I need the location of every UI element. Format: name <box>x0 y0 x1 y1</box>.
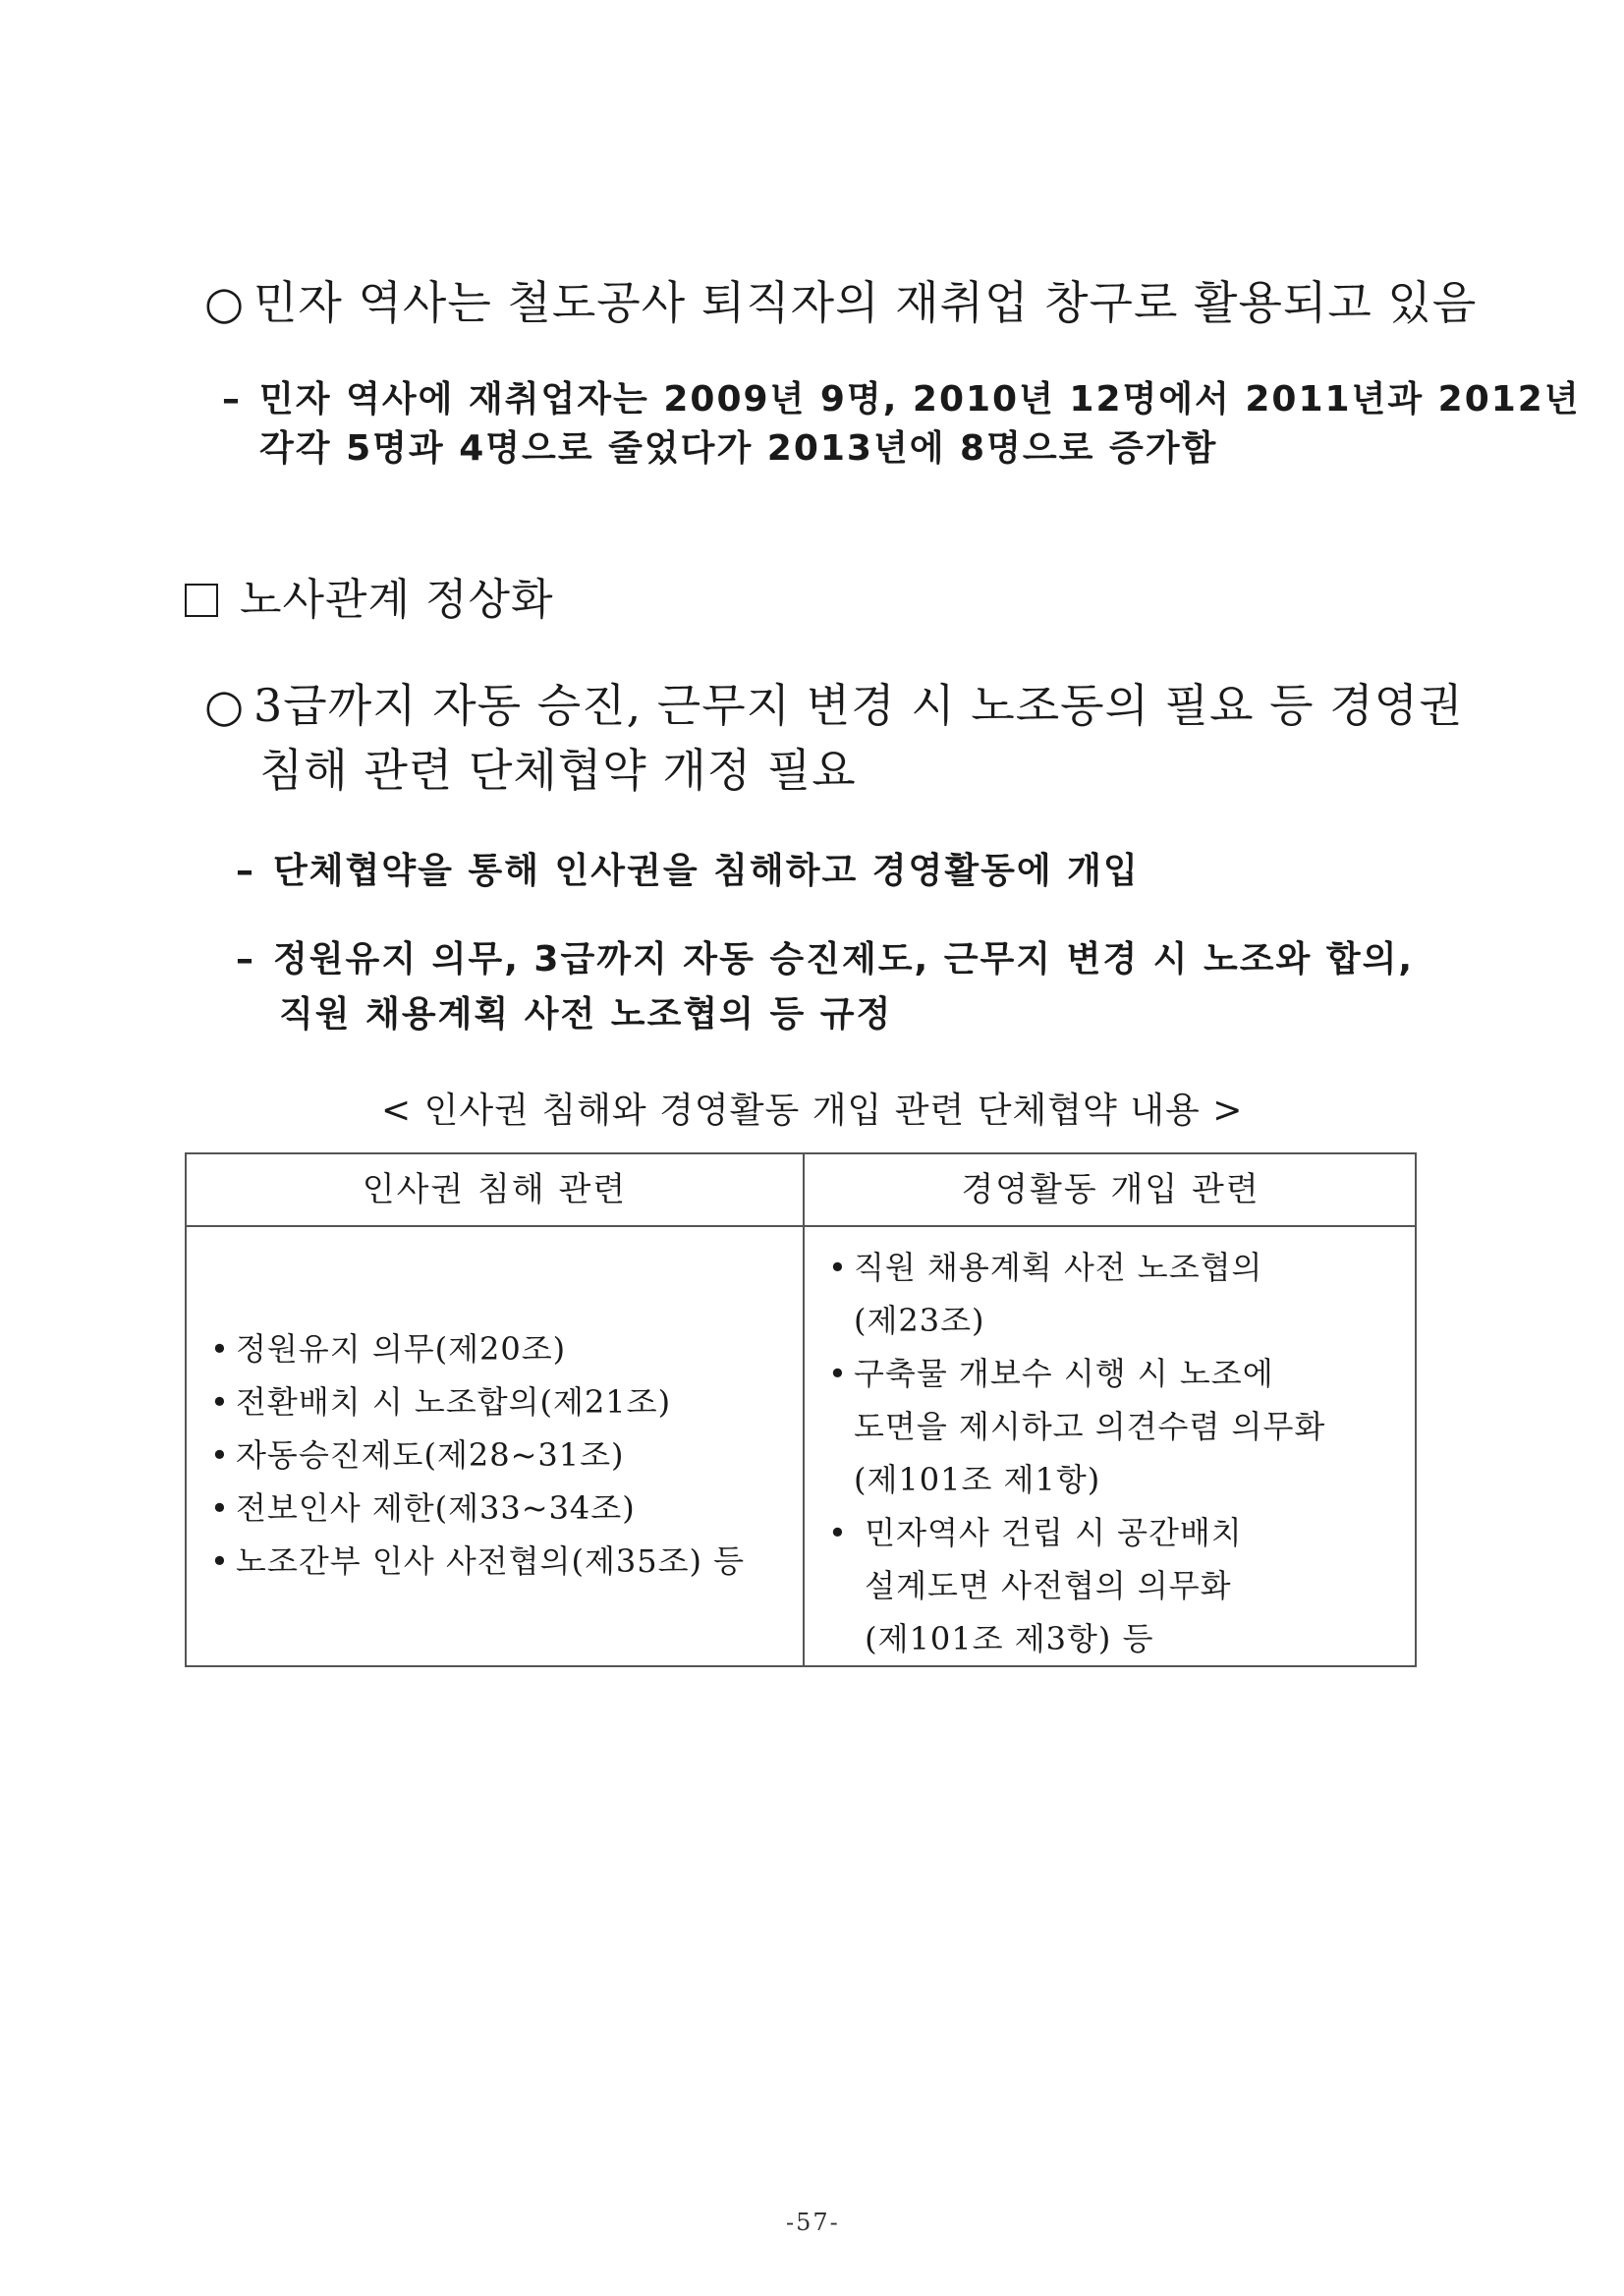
dot-bullet-icon: • <box>210 1542 230 1580</box>
dash-bullet-icon: – <box>236 939 255 980</box>
sub-item-1-text-line-2: 각각 5명과 4명으로 줄었다가 2013년에 8명으로 증가함 <box>259 428 1218 469</box>
table-column-divider <box>803 1154 805 1665</box>
table-list-item: • 직원 채용계획 사전 노조협의 <box>828 1241 1325 1294</box>
dot-bullet-icon: • <box>210 1489 230 1527</box>
table-list-item: • 전환배치 시 노조합의(제21조) <box>210 1375 745 1428</box>
table-header-left: 인사권 침해 관련 <box>362 1170 628 1209</box>
dot-bullet-icon: • <box>210 1330 230 1368</box>
page-number: -57- <box>786 2209 840 2236</box>
table-list-item-continuation: (제101조 제3항) 등 <box>854 1620 1154 1657</box>
agreement-table <box>185 1152 1417 1667</box>
table-cell-right <box>828 1241 1325 1665</box>
dot-bullet-icon: • <box>210 1383 230 1421</box>
dot-bullet-icon: • <box>828 1514 848 1551</box>
section-title: 노사관계 정상화 <box>240 575 554 625</box>
sub-item-3-line-1 <box>236 931 1414 981</box>
table-list-item: • 정원유지 의무(제20조) <box>210 1322 745 1375</box>
section-heading <box>185 564 554 627</box>
dash-bullet-icon: – <box>222 379 242 420</box>
table-list-item: • 구축물 개보수 시행 시 노조에 <box>828 1347 1325 1400</box>
table-list-item: • 전보인사 제한(제33~34조) <box>210 1482 745 1535</box>
table-header-right: 경영활동 개입 관련 <box>961 1170 1260 1209</box>
sub-item-2 <box>236 843 1140 893</box>
bullet-item-1-text: 민자 역사는 철도공사 퇴직자의 재취업 창구로 활용되고 있음 <box>253 276 1478 329</box>
sub-item-3-text-line-2: 직원 채용계획 사전 노조협의 등 규정 <box>279 994 893 1035</box>
sub-item-3-line-2 <box>279 986 892 1036</box>
table-cell-left <box>210 1322 745 1588</box>
table-list-item: • 민자역사 건립 시 공간배치 <box>828 1506 1325 1559</box>
dot-bullet-icon: • <box>828 1249 848 1286</box>
sub-item-1-text-line-1: 민자 역사에 재취업자는 2009년 9명, 2010년 12명에서 2011년과 2012년 <box>259 379 1581 420</box>
table-caption: < 인사권 침해와 경영활동 개입 관련 단체협약 내용 > <box>381 1091 1244 1131</box>
bullet-item-2-text-line-1: 3급까지 자동 승진, 근무지 변경 시 노조동의 필요 등 경영권 <box>253 679 1464 732</box>
sub-item-2-text: 단체협약을 통해 인사권을 침해하고 경영활동에 개입 <box>273 851 1140 891</box>
table-list-item-continuation: (제23조) <box>854 1302 985 1339</box>
checkbox-square-icon <box>185 584 218 617</box>
sub-item-1-line-1 <box>222 371 1581 421</box>
dot-bullet-icon: • <box>210 1436 230 1474</box>
sub-item-3-text-line-1: 정원유지 의무, 3급까지 자동 승진제도, 근무지 변경 시 노조와 합의, <box>273 939 1415 980</box>
table-list-item-continuation: (제101조 제1항) <box>854 1461 1101 1498</box>
table-list-item: • 노조간부 인사 사전협의(제35조) 등 <box>210 1535 745 1588</box>
table-header-divider <box>187 1225 1415 1227</box>
table-list-item-continuation: 도면을 제시하고 의견수렴 의무화 <box>854 1408 1326 1445</box>
table-list-item: • 자동승진제도(제28~31조) <box>210 1428 745 1482</box>
table-list-item-continuation: 설계도면 사전협의 의무화 <box>854 1567 1232 1604</box>
circle-bullet-icon: ○ <box>204 276 246 329</box>
bullet-item-1 <box>204 267 1477 332</box>
dot-bullet-icon: • <box>828 1355 848 1392</box>
sub-item-1-line-2 <box>259 420 1217 471</box>
circle-bullet-icon: ○ <box>204 679 246 732</box>
bullet-item-2-text-line-2: 침해 관련 단체협약 개정 필요 <box>259 744 857 797</box>
bullet-item-2-line-1 <box>204 670 1464 735</box>
dash-bullet-icon: – <box>236 851 255 891</box>
bullet-item-2-line-2 <box>259 735 857 800</box>
